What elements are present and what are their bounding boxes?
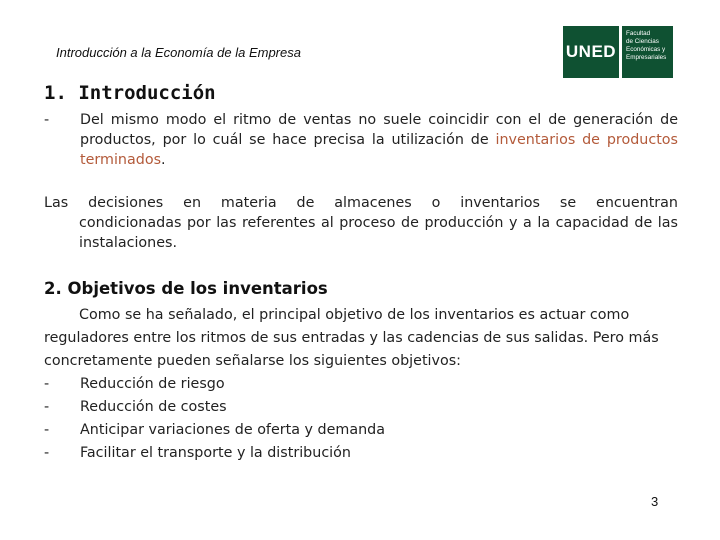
list-item — [44, 442, 678, 465]
bullet-dash: - — [44, 445, 50, 461]
section1-heading: 1. Introducción — [44, 82, 216, 104]
section1-paragraph — [44, 193, 678, 253]
highlight-text: inventarios de productos terminados — [80, 132, 678, 168]
logo-line: Empresariales — [626, 54, 667, 61]
page-number: 3 — [651, 494, 659, 509]
uned-logo — [563, 26, 673, 78]
bullet-dash: - — [44, 422, 50, 438]
list-item — [44, 373, 678, 396]
logo-line: Facultad — [626, 30, 651, 37]
paragraph-first-line: Las decisiones en materia de almacenes o inventarios se encuentran — [44, 195, 678, 211]
list-item-text: Anticipar variaciones de oferta y demanda — [80, 422, 386, 438]
bullet-dash: - — [44, 376, 50, 392]
bullet-text-end: . — [161, 152, 166, 168]
logo-line: Económicas y — [626, 46, 666, 53]
section2-body — [44, 304, 678, 465]
list-item — [44, 419, 678, 442]
list-item-text: Facilitar el transporte y la distribución — [80, 445, 351, 461]
paragraph-rest: condicionadas por las referentes al proceso de producción y a la capacidad de las instalaciones. — [79, 215, 678, 251]
course-title: Introducción a la Economía de la Empresa — [56, 45, 301, 60]
list-item-text: Reducción de riesgo — [80, 376, 225, 392]
logo-wordmark: UNED — [563, 26, 619, 78]
section1-bullet — [44, 110, 678, 170]
section2-heading: 2. Objetivos de los inventarios — [44, 279, 328, 298]
bullet-text-part: Del mismo modo el ritmo de ventas no suele coincidir con el de generación de productos, por lo cuál se hace precisa la utilización de — [80, 112, 678, 148]
logo-line: de Ciencias — [626, 38, 659, 45]
bullet-dash: - — [44, 399, 50, 415]
bullet-dash: - — [44, 112, 50, 128]
bullet-text — [80, 110, 678, 170]
list-item-text: Reducción de costes — [80, 399, 227, 415]
section2-intro: Como se ha señalado, el principal objetivo de los inventarios es actuar como reguladores entre los ritmos de sus entradas y las cadencias de sus salidas. Pero más concretamente pueden señalarse los siguientes objetivos: — [44, 307, 659, 369]
list-item — [44, 396, 678, 419]
logo-faculty — [622, 26, 673, 78]
